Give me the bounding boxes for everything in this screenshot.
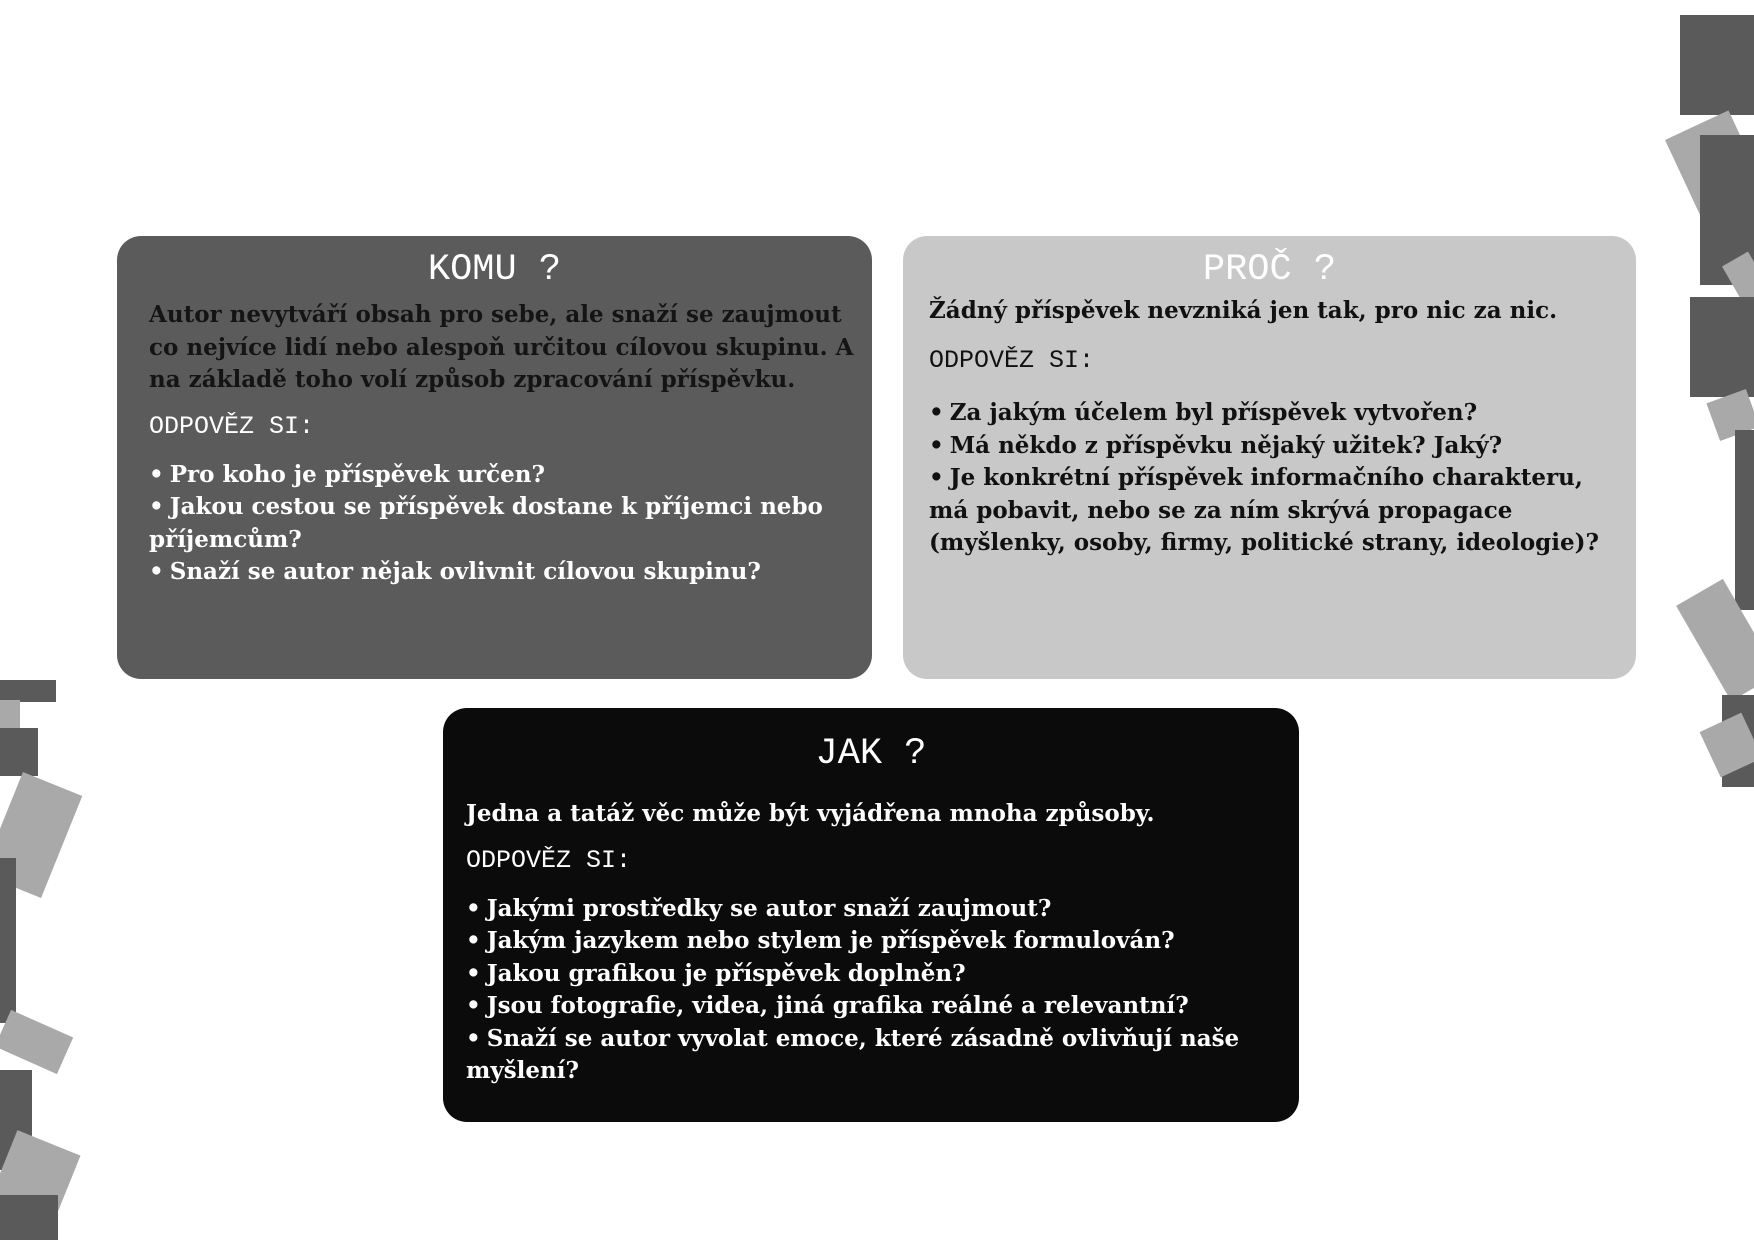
card-komu-question: [149, 556, 869, 589]
card-jak-question: [466, 958, 1286, 991]
decorative-square-left-6: [0, 1010, 73, 1074]
bullet-icon: •: [466, 927, 481, 955]
card-komu: [117, 236, 872, 679]
card-jak-question: [466, 925, 1286, 958]
card-proc-question: [929, 462, 1619, 560]
card-komu-question-list: [149, 459, 872, 589]
question-text: Jakým jazykem nebo stylem je příspěvek formulován?: [486, 927, 1175, 955]
question-text: Jakými prostředky se autor snaží zaujmout?: [486, 894, 1052, 922]
card-komu-prompt: ODPOVĚZ SI:: [149, 411, 315, 441]
decorative-square-right-1: [1680, 15, 1754, 115]
bullet-icon: •: [929, 399, 944, 427]
decorative-square-right-7: [1735, 430, 1754, 610]
bullet-icon: •: [466, 959, 481, 987]
decorative-square-right-5: [1690, 297, 1754, 397]
question-text: Za jakým účelem byl příspěvek vytvořen?: [949, 399, 1478, 427]
question-text: Snaží se autor vyvolat emoce, které zásadně ovlivňují naše myšlení?: [466, 1024, 1240, 1085]
bullet-icon: •: [149, 558, 164, 586]
bullet-icon: •: [929, 464, 944, 492]
card-proc-title: PROČ ?: [1202, 249, 1337, 291]
card-jak-title: JAK ?: [815, 733, 927, 775]
question-text: Jsou fotografie, videa, jiná grafika reálné a relevantní?: [486, 992, 1189, 1020]
card-jak-question: [466, 1023, 1286, 1088]
question-text: Snaží se autor nějak ovlivnit cílovou skupinu?: [169, 558, 761, 586]
card-komu-title: KOMU ?: [427, 249, 562, 291]
decorative-square-left-3: [0, 728, 38, 776]
decorative-square-left-1: [0, 680, 56, 702]
question-text: Je konkrétní příspěvek informačního charakteru, má pobavit, nebo se za ním skrývá propagace (myšlenky, osoby, firmy, politické strany, ideologie)?: [929, 464, 1599, 557]
card-jak-question-list: [466, 893, 1299, 1088]
card-jak-question: [466, 893, 1286, 926]
card-jak-intro: Jedna a tatáž věc může být vyjádřena mnoha způsoby.: [466, 800, 1155, 828]
card-komu-intro: Autor nevytváří obsah pro sebe, ale snaží se zaujmout co nejvíce lidí nebo alespoň určitou cílovou skupinu. A na základě toho volí způsob zpracování příspěvku.: [149, 301, 854, 394]
decorative-square-left-9: [0, 1195, 58, 1240]
card-jak-prompt: ODPOVĚZ SI:: [466, 845, 632, 875]
card-komu-question: [149, 491, 869, 556]
bullet-icon: •: [149, 460, 164, 488]
card-jak-question: [466, 990, 1286, 1023]
bullet-icon: •: [466, 894, 481, 922]
question-text: Jakou cestou se příspěvek dostane k příjemci nebo příjemcům?: [149, 493, 823, 553]
card-proc-question: [929, 397, 1619, 430]
question-text: Pro koho je příspěvek určen?: [169, 460, 545, 488]
question-text: Má někdo z příspěvku nějaký užitek? Jaký?: [949, 431, 1503, 459]
card-proc-intro: Žádný příspěvek nevzniká jen tak, pro nic za nic.: [929, 297, 1558, 325]
question-text: Jakou grafikou je příspěvek doplněn?: [486, 959, 966, 987]
bullet-icon: •: [466, 1024, 481, 1052]
bullet-icon: •: [149, 493, 164, 521]
bullet-icon: •: [466, 992, 481, 1020]
bullet-icon: •: [929, 431, 944, 459]
card-jak: [443, 708, 1299, 1122]
card-proc: [903, 236, 1636, 679]
card-proc-question-list: [929, 397, 1636, 560]
card-proc-question: [929, 430, 1619, 463]
card-komu-question: [149, 459, 869, 492]
decorative-square-left-5: [0, 858, 16, 1023]
card-proc-prompt: ODPOVĚZ SI:: [929, 346, 1095, 376]
